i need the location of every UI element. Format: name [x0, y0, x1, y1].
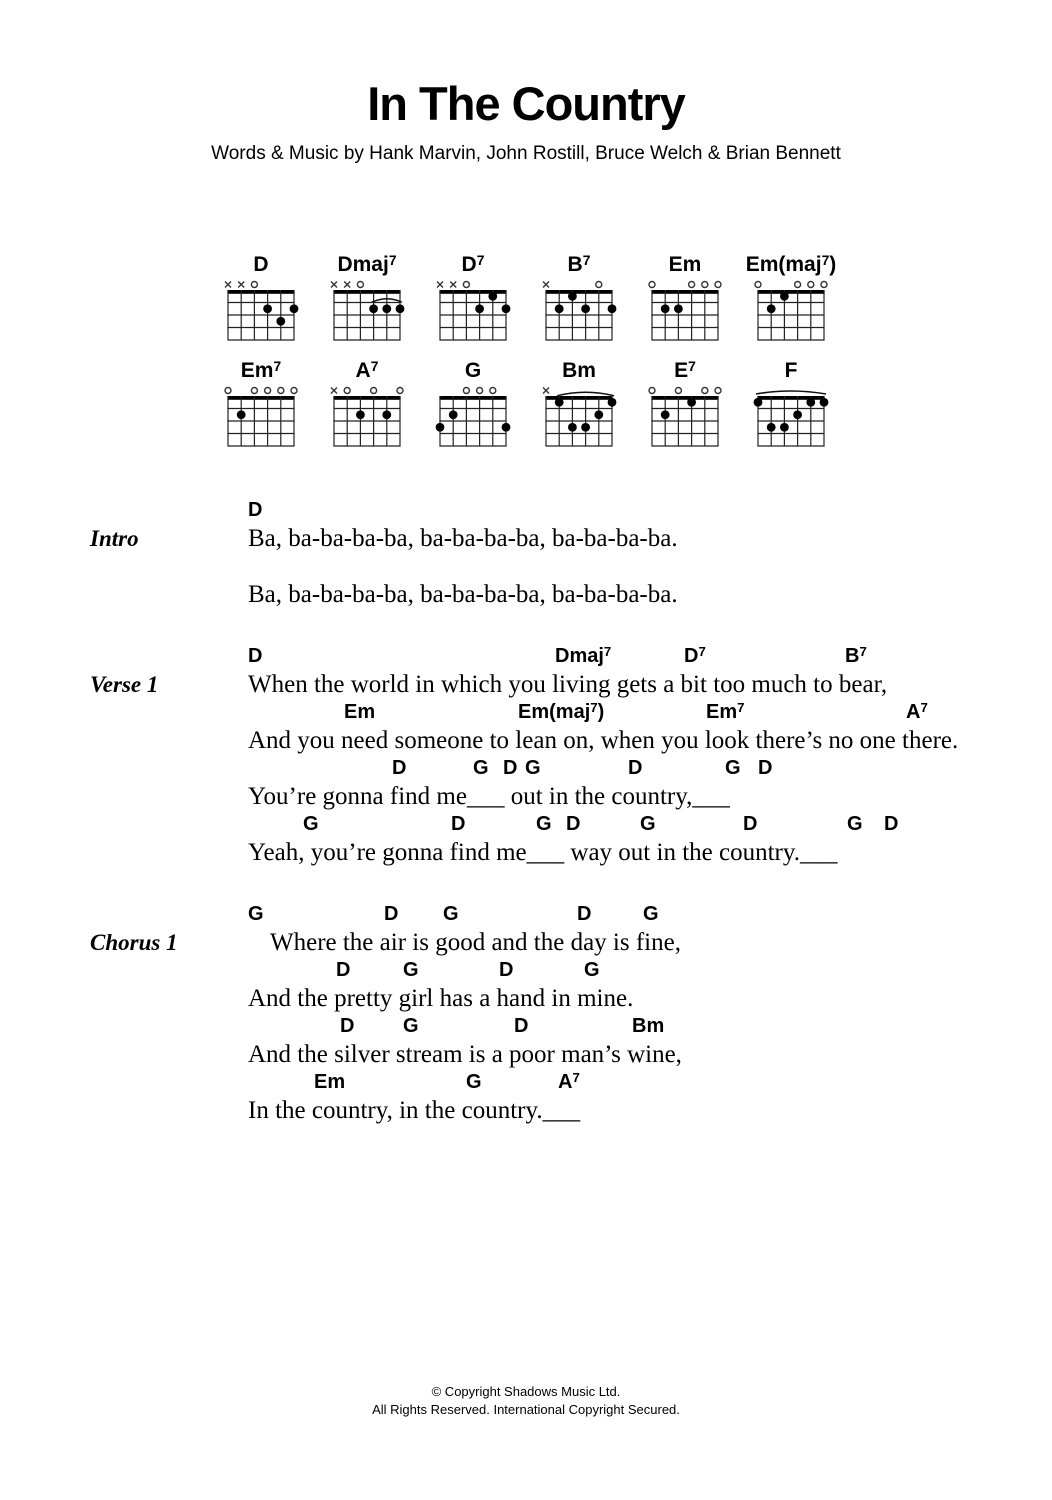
song-section-intro [90, 498, 1008, 610]
song-section-chorus-1 [90, 902, 1008, 1126]
copyright [0, 1383, 1052, 1419]
chord-symbol: Em$^7$ [706, 700, 745, 723]
section-label: Chorus 1 [90, 930, 178, 955]
song-line [248, 644, 1008, 700]
chord-name: D [253, 253, 269, 276]
chord-symbol: D [248, 645, 263, 667]
chord-symbol: G [466, 1071, 482, 1093]
song-credit: Words & Music by Hank Marvin, John Rostill, Bruce Welch & Brian Bennett [211, 143, 841, 164]
chord-symbol: G [640, 813, 656, 835]
chord-symbol: G [403, 959, 419, 981]
chord-name: $E^7$ [674, 357, 696, 382]
song-line [248, 902, 1008, 958]
chord-grid [751, 278, 831, 346]
song-line [248, 700, 1008, 756]
chord-symbol: Bm [632, 1015, 665, 1037]
chord-grid [221, 278, 301, 346]
chord-diagram-b7 [526, 252, 632, 346]
lyric-line: In the country, in the country.___ [248, 1097, 581, 1124]
chord-diagram-f [738, 358, 844, 452]
chord-grid [433, 278, 513, 346]
chord-symbol: $B^7$ [845, 644, 867, 667]
section-label: Verse 1 [90, 672, 159, 697]
lyric-line: Where the air is good and the day is fine, [270, 929, 681, 956]
chord-symbol: Em [314, 1071, 346, 1093]
chord-grid [433, 384, 513, 452]
chord-symbol: D [384, 903, 399, 925]
chord-grid [327, 384, 407, 452]
section-label: Intro [90, 526, 139, 551]
chord-symbol: D [392, 757, 407, 779]
chord-symbol: $A^7$ [906, 700, 928, 723]
chord-symbol: G [443, 903, 459, 925]
chord-diagram-dmaj7 [314, 252, 420, 346]
lyric-line: Yeah, you’re gonna find me___ way out in the country.___ [248, 839, 838, 866]
chord-diagram-emmaj7 [738, 252, 844, 346]
chord-symbol: G [403, 1015, 419, 1037]
chord-name: G [464, 359, 482, 382]
chord-grid [539, 278, 619, 346]
chord-symbol: D [743, 813, 758, 835]
chord-name: F [784, 359, 798, 382]
lyric-line: And the silver stream is a poor man’s wine, [248, 1041, 682, 1068]
song-line [248, 812, 1008, 868]
chord-name: Em$^7$ [240, 357, 282, 382]
song-line [248, 1014, 1008, 1070]
chord-name: Em(maj$^7$) [745, 251, 837, 276]
chord-symbol: D [248, 499, 263, 521]
page-title: In The Country [367, 77, 685, 130]
chord-symbol: D [577, 903, 592, 925]
chord-diagram-em [632, 252, 738, 346]
chord-grid [539, 384, 619, 452]
chord-symbol: $D^7$ [684, 644, 706, 667]
copyright-line-2: All Rights Reserved. International Copyright Secured. [372, 1402, 680, 1417]
lyric-line: And you need someone to lean on, when you look there’s no one there. [248, 727, 959, 754]
lyric-line: Ba, ba-ba-ba-ba, ba-ba-ba-ba, ba-ba-ba-ba. [248, 581, 678, 608]
chord-grid [327, 278, 407, 346]
chord-symbol: D [514, 1015, 529, 1037]
chord-symbol: D [340, 1015, 355, 1037]
chord-symbol: G [847, 813, 863, 835]
song-line [248, 498, 1008, 554]
chord-symbol: D [503, 757, 518, 779]
chord-diagram-em7 [208, 358, 314, 452]
chord-grid [645, 384, 725, 452]
chord-grid [221, 384, 301, 452]
song-section-verse-1 [90, 644, 1008, 868]
copyright-line-1: © Copyright Shadows Music Ltd. [431, 1384, 621, 1399]
chord-symbol: D [336, 959, 351, 981]
chord-symbol: D [566, 813, 581, 835]
chord-diagram-g [420, 358, 526, 452]
song-line [248, 756, 1008, 812]
chord-symbol: G [643, 903, 659, 925]
chord-symbol: G [525, 757, 541, 779]
chord-name: Dmaj$^7$ [337, 251, 397, 276]
song-line [248, 554, 1008, 610]
chord-symbol: $A^7$ [558, 1070, 580, 1093]
chord-name: Bm [562, 359, 596, 382]
chord-diagram-d7 [420, 252, 526, 346]
chord-symbol: D [499, 959, 514, 981]
chord-symbol: D [758, 757, 773, 779]
lyric-line: And the pretty girl has a hand in mine. [248, 985, 634, 1012]
lyrics-body [90, 498, 1008, 1126]
lyric-line: When the world in which you living gets a bit too much to bear, [248, 671, 888, 698]
chord-symbol: Em(maj$^7$) [518, 700, 605, 723]
chord-symbol: D [884, 813, 899, 835]
song-line [248, 958, 1008, 1014]
chord-symbol: G [536, 813, 552, 835]
chord-symbol: G [303, 813, 319, 835]
chord-symbol: Em [344, 701, 376, 723]
chord-grid [751, 384, 831, 452]
chord-chart [208, 252, 844, 452]
chord-symbol: G [584, 959, 600, 981]
chord-grid [645, 278, 725, 346]
chord-name: $A^7$ [355, 357, 379, 382]
chord-symbol: D [628, 757, 643, 779]
chord-diagram-a7 [314, 358, 420, 452]
chord-diagram-e7 [632, 358, 738, 452]
lyric-line: You’re gonna find me___ out in the country,___ [248, 783, 730, 810]
chord-diagram-d [208, 252, 314, 346]
chord-symbol: G [725, 757, 741, 779]
chord-name: Em [668, 253, 702, 276]
chord-name: $D^7$ [461, 251, 485, 276]
song-line [248, 1070, 1008, 1126]
chord-diagram-bm [526, 358, 632, 452]
chord-symbol: G [473, 757, 489, 779]
chord-symbol: Dmaj$^7$ [555, 644, 612, 667]
chord-name: $B^7$ [567, 251, 591, 276]
chord-symbol: D [451, 813, 466, 835]
chord-symbol: G [248, 903, 264, 925]
lyric-line: Ba, ba-ba-ba-ba, ba-ba-ba-ba, ba-ba-ba-ba. [248, 525, 678, 552]
